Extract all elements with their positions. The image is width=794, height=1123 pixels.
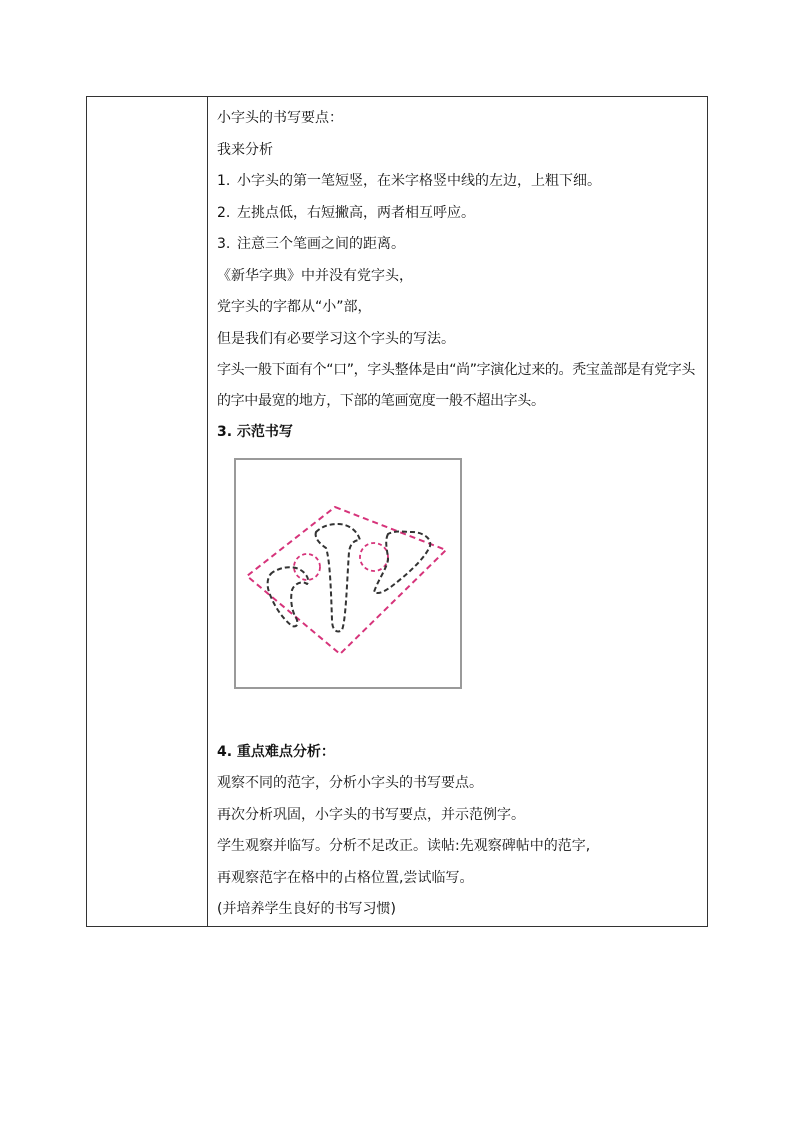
- analysis-line: (并培养学生良好的书写习惯): [217, 901, 396, 917]
- point-item: [217, 198, 707, 230]
- intro-line: 小字头的书写要点：: [217, 110, 343, 126]
- stroke-left-dot: [268, 567, 309, 626]
- content-body: [208, 97, 707, 926]
- explanation-paragraph: 字头一般下面有个“口”，字头整体是由“尚”字演化过来的。秃宝盖部是有党字头的字中最宽的地方，下部的笔画宽度一般不超出字头。: [217, 362, 696, 409]
- point-item: [217, 229, 707, 261]
- lesson-table: [86, 96, 708, 927]
- analysis-line: 再观察范字在格中的占格位置,尝试临写。: [217, 869, 474, 886]
- left-empty-cell: [87, 97, 208, 927]
- note-line: 党字头的字都从“小”部，: [217, 299, 372, 315]
- point-number: 2.: [217, 204, 231, 221]
- analysis-line: 学生观察并临写。分析不足改正。读帖:先观察碑帖中的范字,: [217, 838, 591, 854]
- stroke-middle-vertical: [316, 524, 360, 632]
- analysis-line: 观察不同的范字，分析小字头的书写要点。: [217, 775, 483, 791]
- point-number: 1.: [217, 173, 231, 189]
- calligraphy-stroke-diagram-icon: [236, 460, 460, 687]
- content-cell: [208, 97, 708, 927]
- analysis-line: 再次分析巩固，小字头的书写要点，并示范例字。: [217, 806, 525, 823]
- intro-line: 我来分析: [217, 141, 273, 158]
- section-heading-analysis: 4. 重点难点分析：: [217, 743, 335, 760]
- point-item: [217, 166, 707, 198]
- circle-guide-right: [360, 543, 388, 571]
- note-line: 《新华字典》中并没有党字头，: [217, 267, 413, 284]
- point-text: 注意三个笔画之间的距离。: [237, 236, 405, 252]
- point-number: 3.: [217, 236, 231, 252]
- point-text: 小字头的第一笔短竖，在米字格竖中线的左边，上粗下细。: [237, 173, 601, 189]
- figure-area: [217, 449, 707, 737]
- calligraphy-figure: [234, 458, 462, 689]
- point-text: 左挑点低，右短撇高，两者相互呼应。: [237, 204, 475, 221]
- section-heading-demo: 3. 示范书写: [217, 424, 293, 440]
- note-line: 但是我们有必要学习这个字头的写法。: [217, 330, 455, 347]
